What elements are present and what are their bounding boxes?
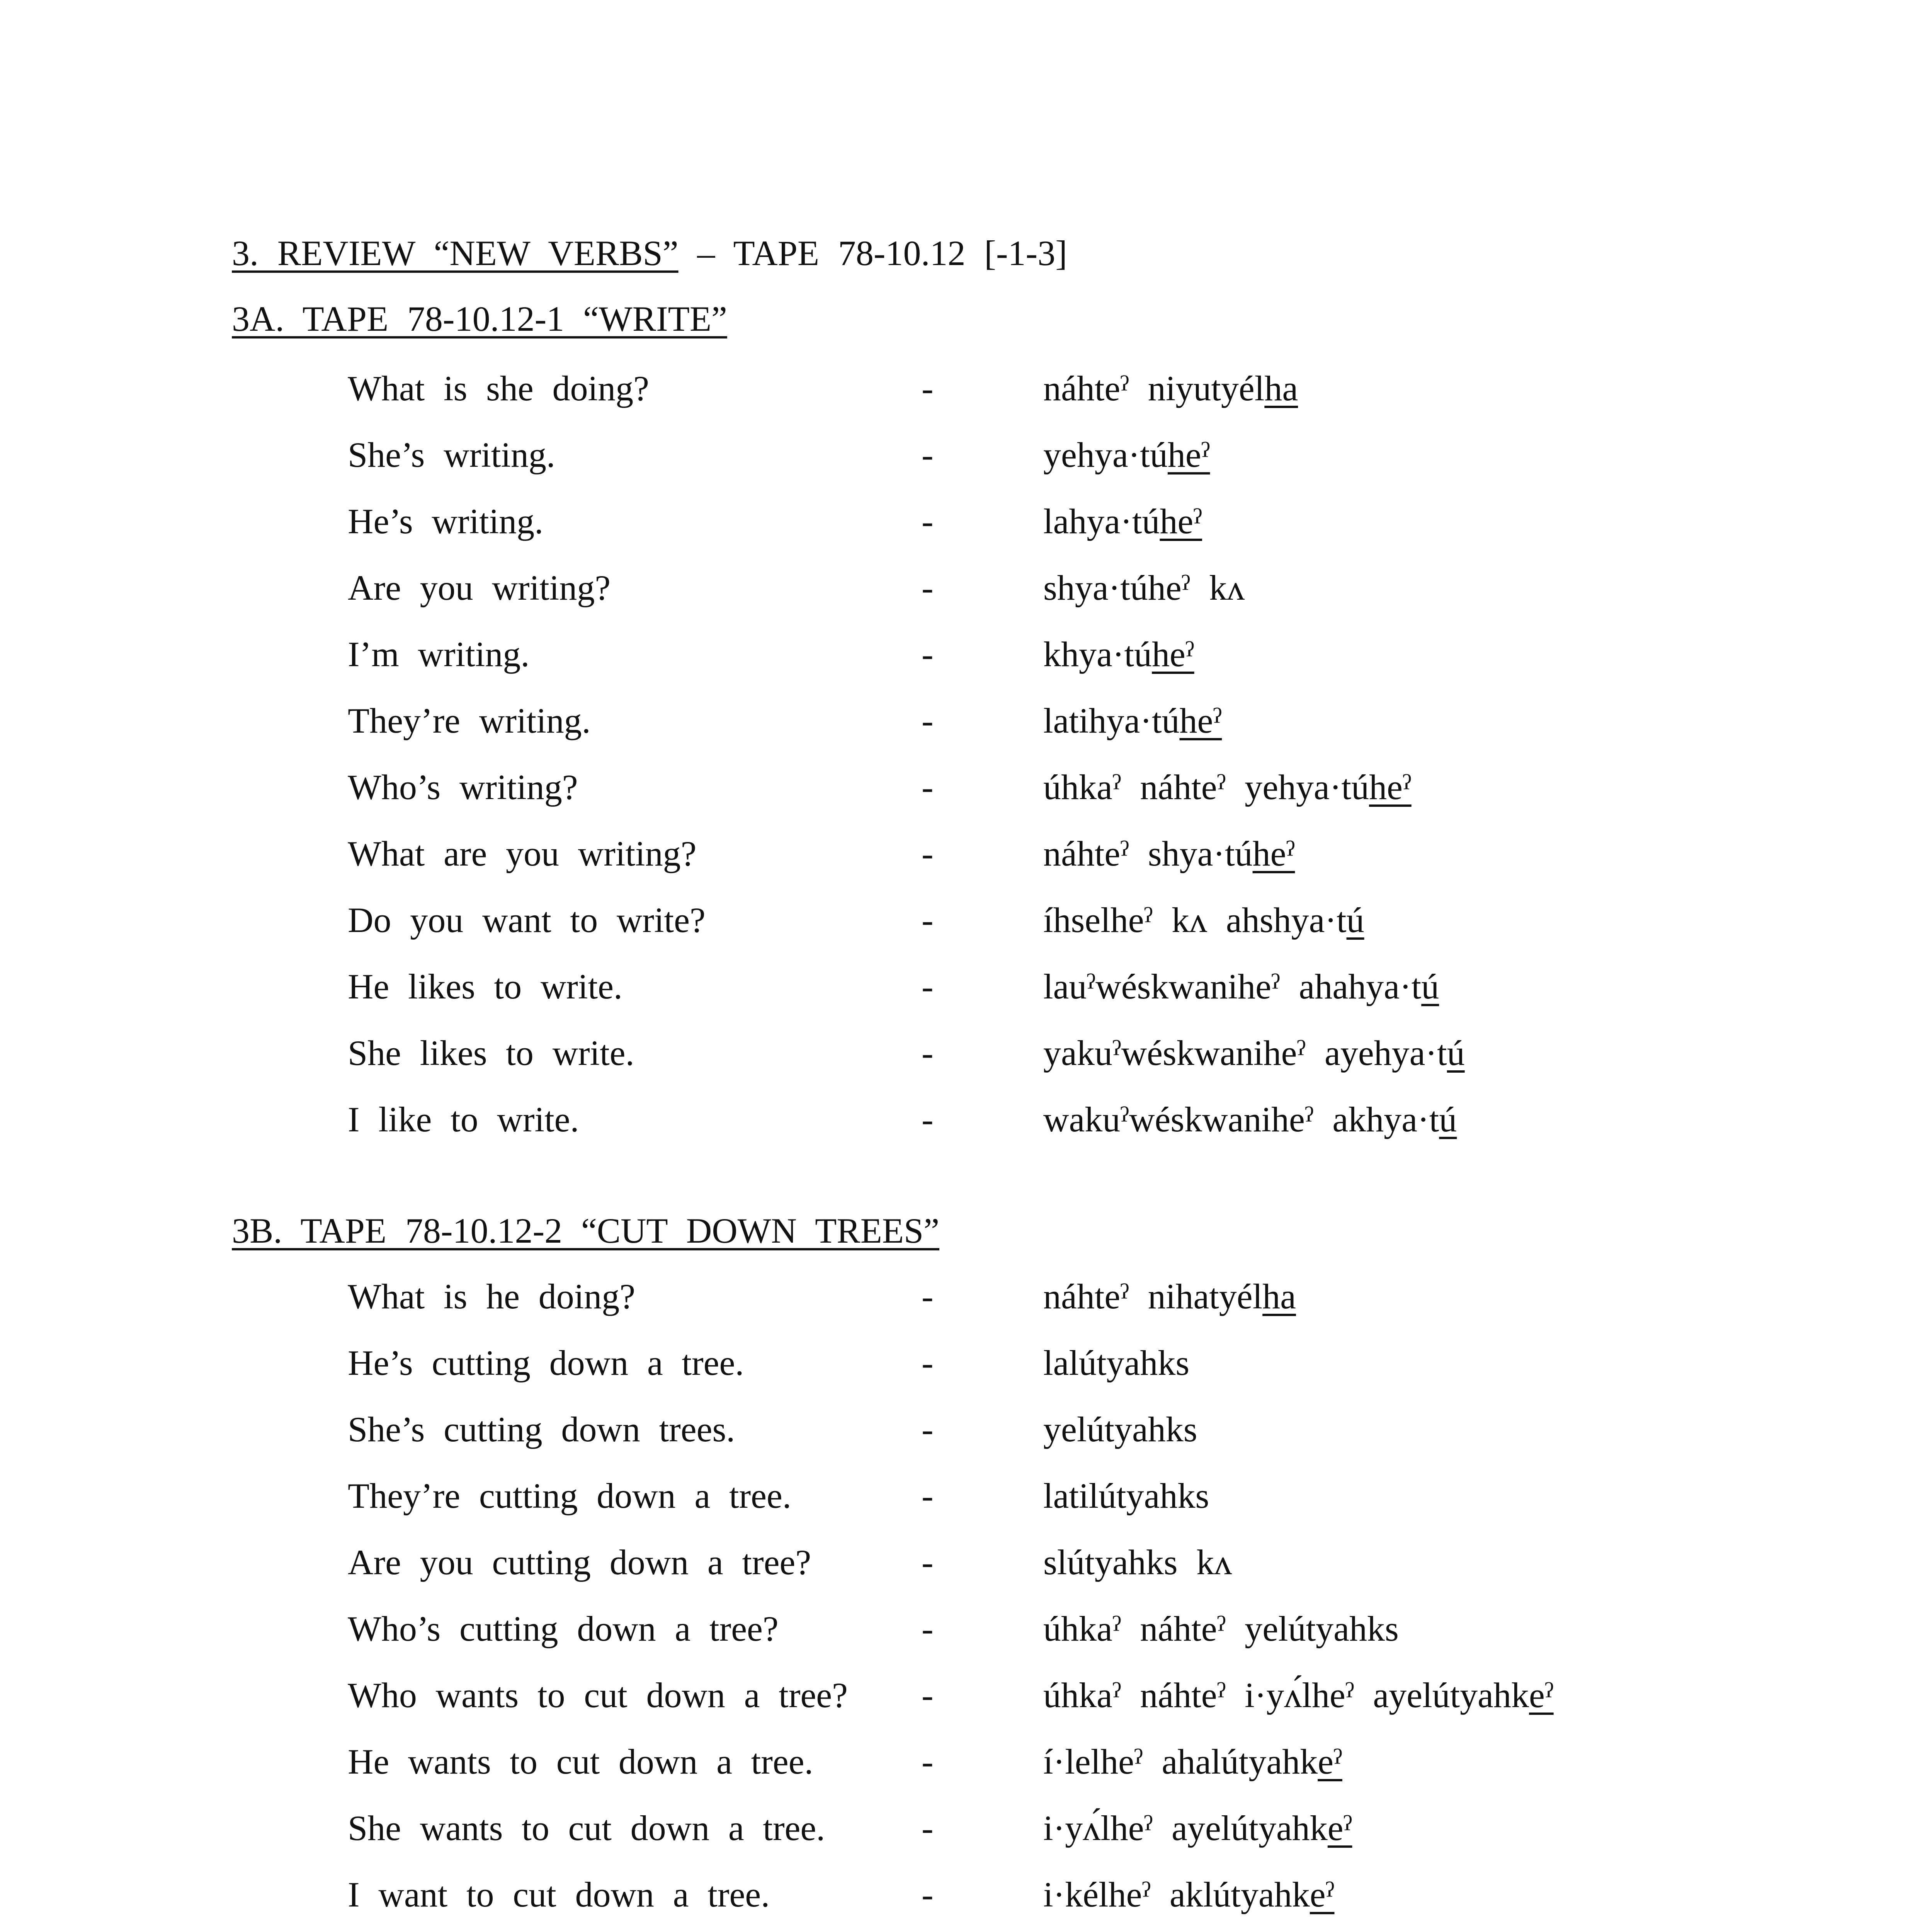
section-heading-3b: 3B. TAPE 78-10.12-2 “CUT DOWN TREES” [232, 1211, 940, 1250]
dash: - [922, 369, 934, 408]
dash: - [922, 502, 934, 541]
list-item [0, 629, 1932, 679]
dash: - [922, 1410, 934, 1449]
english-phrase: They’re cutting down a tree. [348, 1476, 791, 1515]
dash: - [922, 834, 934, 873]
dash: - [922, 634, 934, 674]
dash: - [922, 1609, 934, 1648]
english-phrase: I like to write. [348, 1100, 579, 1139]
dash: - [922, 1808, 934, 1848]
english-phrase: I want to cut down a tree. [348, 1875, 770, 1914]
dash: - [922, 900, 934, 940]
english-phrase: What are you writing? [348, 834, 697, 873]
english-phrase: Who wants to cut down a tree? [348, 1675, 848, 1715]
english-phrase: What is she doing? [348, 369, 649, 408]
dash: - [922, 767, 934, 807]
list-item [0, 828, 1932, 879]
dash: - [922, 1675, 934, 1715]
page-title-rest: – TAPE 78-10.12 [-1-3] [678, 233, 1067, 273]
dash: - [922, 701, 934, 740]
list-item [0, 1604, 1932, 1654]
translation: yelútyahks [1043, 1410, 1197, 1449]
dash: - [922, 1277, 934, 1316]
translation: wakuˀwéskwaniheˀ akhya·tú [1043, 1100, 1457, 1139]
list-item [0, 1803, 1932, 1853]
english-phrase: They’re writing. [348, 701, 591, 740]
dash: - [922, 568, 934, 607]
dash: - [922, 1343, 934, 1383]
page-title [232, 228, 1067, 278]
english-phrase: Who’s writing? [348, 767, 578, 807]
translation: úhkaˀ náhteˀ yehya·túheˀ [1043, 767, 1412, 807]
list-item [0, 1537, 1932, 1587]
translation: náhteˀ nihatyélha [1043, 1277, 1296, 1316]
list-item [0, 1271, 1932, 1321]
list-item [0, 563, 1932, 613]
english-phrase: He wants to cut down a tree. [348, 1742, 813, 1781]
translation: úhkaˀ náhteˀ i·yʌ́lheˀ ayelútyahkeˀ [1043, 1675, 1554, 1715]
translation: khya·túheˀ [1043, 634, 1194, 674]
translation: lahya·túheˀ [1043, 502, 1202, 541]
dash: - [922, 435, 934, 474]
list-item [0, 961, 1932, 1012]
english-phrase: I’m writing. [348, 634, 530, 674]
translation: i·kélheˀ aklútyahkeˀ [1043, 1875, 1335, 1914]
list-item [0, 363, 1932, 413]
translation: yakuˀwéskwaniheˀ ayehya·tú [1043, 1033, 1465, 1073]
list-item [0, 1736, 1932, 1787]
list-item [0, 1869, 1932, 1920]
english-phrase: Who’s cutting down a tree? [348, 1609, 779, 1648]
dash: - [922, 1875, 934, 1914]
english-phrase: She’s writing. [348, 435, 555, 474]
translation: yehya·túheˀ [1043, 435, 1210, 474]
english-phrase: He’s cutting down a tree. [348, 1343, 744, 1383]
dash: - [922, 1543, 934, 1582]
english-phrase: What is he doing? [348, 1277, 636, 1316]
dash: - [922, 1100, 934, 1139]
translation: shya·túheˀ kʌ [1043, 568, 1245, 607]
list-item [0, 1404, 1932, 1454]
translation: úhkaˀ náhteˀ yelútyahks [1043, 1609, 1399, 1648]
translation: náhteˀ shya·túheˀ [1043, 834, 1295, 873]
section-heading-3a: 3A. TAPE 78-10.12-1 “WRITE” [232, 299, 727, 338]
translation: lauˀwéskwaniheˀ ahahya·tú [1043, 967, 1439, 1006]
translation: latilútyahks [1043, 1476, 1209, 1515]
translation: í·lelheˀ ahalútyahkeˀ [1043, 1742, 1342, 1781]
page-title-underlined: 3. REVIEW “NEW VERBS” [232, 233, 679, 273]
english-phrase: He’s writing. [348, 502, 544, 541]
list-item [0, 1094, 1932, 1145]
list-item [0, 496, 1932, 546]
translation: náhteˀ niyutyélha [1043, 369, 1298, 408]
translation: slútyahks kʌ [1043, 1543, 1232, 1582]
list-item [0, 1670, 1932, 1720]
english-phrase: Are you cutting down a tree? [348, 1543, 811, 1582]
list-item [0, 430, 1932, 480]
list-item [0, 762, 1932, 812]
translation: íhselheˀ kʌ ahshya·tú [1043, 900, 1364, 940]
list-item [0, 1338, 1932, 1388]
english-phrase: He likes to write. [348, 967, 622, 1006]
translation: i·yʌ́lheˀ ayelútyahkeˀ [1043, 1808, 1352, 1848]
list-item [0, 1471, 1932, 1521]
dash: - [922, 1742, 934, 1781]
dash: - [922, 1476, 934, 1515]
english-phrase: She likes to write. [348, 1033, 634, 1073]
english-phrase: She wants to cut down a tree. [348, 1808, 825, 1848]
english-phrase: Are you writing? [348, 568, 611, 607]
translation: lalútyahks [1043, 1343, 1190, 1383]
translation: latihya·túheˀ [1043, 701, 1222, 740]
list-item [0, 1028, 1932, 1078]
dash: - [922, 967, 934, 1006]
english-phrase: She’s cutting down trees. [348, 1410, 735, 1449]
list-item [0, 696, 1932, 746]
list-item [0, 895, 1932, 945]
english-phrase: Do you want to write? [348, 900, 706, 940]
dash: - [922, 1033, 934, 1073]
